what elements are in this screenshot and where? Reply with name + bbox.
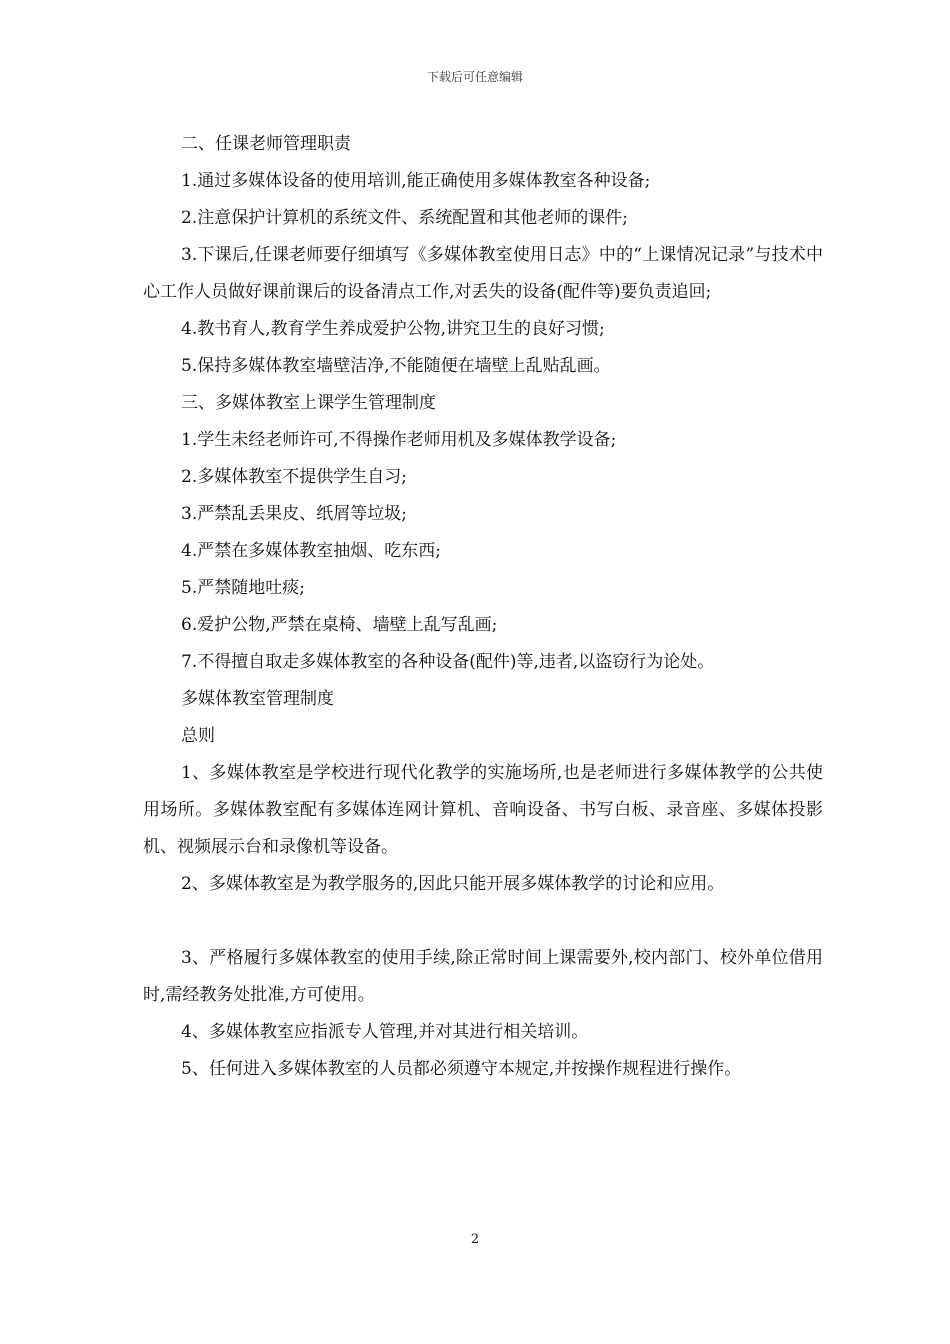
paragraph: 6.爱护公物,严禁在桌椅、墙壁上乱写乱画; bbox=[181, 615, 498, 635]
section-heading-student-rules: 三、多媒体教室上课学生管理制度 bbox=[181, 393, 436, 413]
paragraph: 2.注意保护计算机的系统文件、系统配置和其他老师的课件; bbox=[181, 208, 628, 228]
paragraph: 3.下课后,任课老师要仔细填写《多媒体教室使用日志》中的“上课情况记录”与技术中心工作人员做好课前课后的设备清点工作,对丢失的设备(配件等)要负责追回; bbox=[143, 245, 823, 302]
paragraph: 2、多媒体教室是为教学服务的,因此只能开展多媒体教学的讨论和应用。 bbox=[181, 874, 725, 894]
paragraph: 1.通过多媒体设备的使用培训,能正确使用多媒体教室各种设备; bbox=[181, 171, 651, 191]
page-header: 下载后可任意编辑 bbox=[426, 70, 523, 84]
section-heading-teacher-duties: 二、任课老师管理职责 bbox=[181, 134, 351, 154]
document-title: 多媒体教室管理制度 bbox=[181, 689, 334, 709]
paragraph: 4.教书育人,教育学生养成爱护公物,讲究卫生的良好习惯; bbox=[181, 319, 605, 339]
paragraph: 5.保持多媒体教室墙壁洁净,不能随便在墙壁上乱贴乱画。 bbox=[181, 356, 611, 376]
paragraph: 3、严格履行多媒体教室的使用手续,除正常时间上课需要外,校内部门、校外单位借用时,需经教务处批准,方可使用。 bbox=[143, 948, 823, 1005]
paragraph: 1、多媒体教室是学校进行现代化教学的实施场所,也是老师进行多媒体教学的公共使用场所。多媒体教室配有多媒体连网计算机、音响设备、书写白板、录音座、多媒体投影机、视频展示台和录像机等设备。 bbox=[143, 763, 823, 857]
paragraph: 1.学生未经老师许可,不得操作老师用机及多媒体教学设备; bbox=[181, 430, 617, 450]
paragraph: 3.严禁乱丢果皮、纸屑等垃圾; bbox=[181, 504, 407, 524]
paragraph: 5、任何进入多媒体教室的人员都必须遵守本规定,并按操作规程进行操作。 bbox=[181, 1059, 742, 1079]
paragraph: 4.严禁在多媒体教室抽烟、吃东西; bbox=[181, 541, 441, 561]
document-body bbox=[143, 126, 823, 1088]
paragraph: 4、多媒体教室应指派专人管理,并对其进行相关培训。 bbox=[181, 1022, 589, 1042]
paragraph: 2.多媒体教室不提供学生自习; bbox=[181, 467, 407, 487]
section-heading-general: 总则 bbox=[181, 726, 215, 746]
paragraph: 5.严禁随地吐痰; bbox=[181, 578, 305, 598]
page-number: 2 bbox=[470, 1232, 480, 1247]
paragraph: 7.不得擅自取走多媒体教室的各种设备(配件)等,违者,以盗窃行为论处。 bbox=[181, 652, 715, 672]
